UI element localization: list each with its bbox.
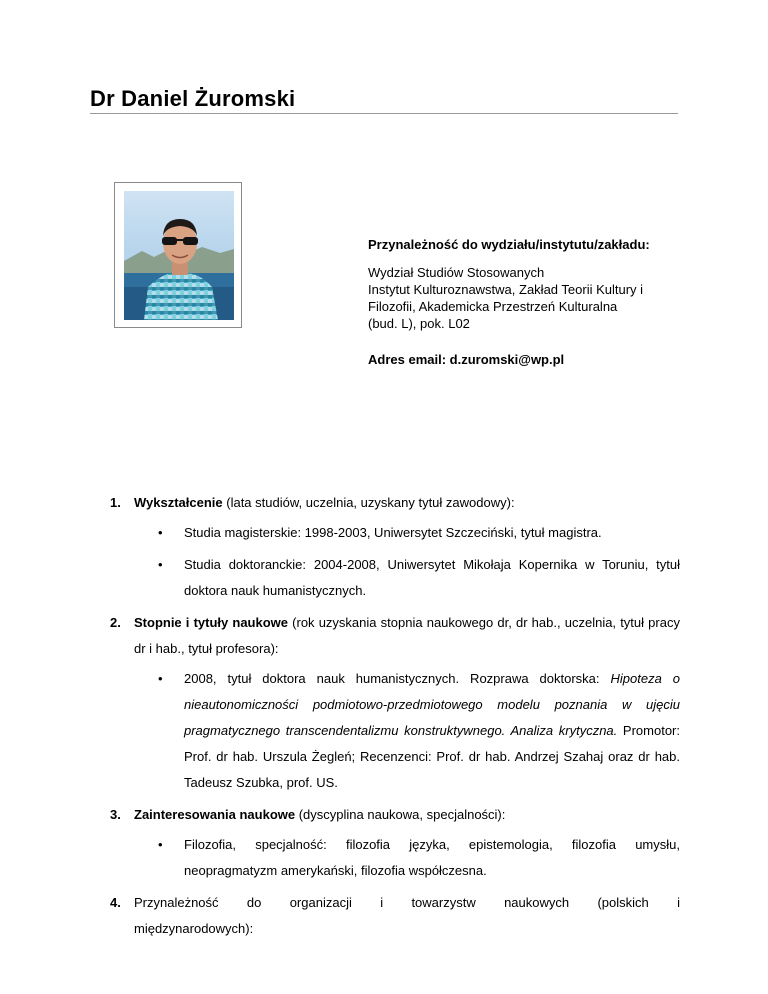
section-title-word: i xyxy=(380,895,384,910)
section-title: Stopnie i tytuły naukowe xyxy=(134,615,289,630)
list-item xyxy=(110,552,680,604)
bullet-icon: • xyxy=(158,525,163,540)
section-number: 3. xyxy=(110,807,121,822)
section-description: międzynarodowych): xyxy=(134,921,254,936)
section-heading xyxy=(110,890,680,916)
list-item-text: 2008, tytuł doktora nauk humanistycznych. Rozprawa doktorska: xyxy=(184,671,611,686)
affiliation-block xyxy=(368,236,688,368)
affiliation-line: Instytut Kulturoznawstwa, Zakład Teorii Kultury i xyxy=(368,282,644,297)
dissertation-title: Hipoteza o nieautonomiczności podmiotowo-przedmiotowego modelu poznania w ujęciu pragmatycznego transcendentalizmu konstruktywnego. Analiza krytyczna. xyxy=(184,671,681,738)
bullet-icon: • xyxy=(158,557,163,572)
affiliation-line: Wydział Studiów Stosowanych xyxy=(368,265,545,280)
section-number: 4. xyxy=(110,895,121,910)
list-item xyxy=(110,520,680,546)
section-degrees xyxy=(110,610,680,796)
section-description-word: i xyxy=(677,895,680,910)
bullet-icon: • xyxy=(158,671,163,686)
section-title-word: do xyxy=(246,895,262,910)
profile-photo xyxy=(124,191,234,320)
section-memberships xyxy=(110,890,680,942)
affiliation-line: Filozofii, Akademicka Przestrzeń Kulturalna xyxy=(368,299,618,314)
bullet-list xyxy=(110,520,680,604)
section-description: (rok uzyskania stopnia naukowego dr, dr hab., uczelnia, tytuł pracy dr i hab., tytuł profesora): xyxy=(134,615,680,656)
section-title-word: organizacji xyxy=(289,895,352,910)
email-address: Adres email: d.zuromski@wp.pl xyxy=(368,352,565,367)
section-education xyxy=(110,490,680,604)
list-item-text: Studia magisterskie: 1998-2003, Uniwersytet Szczeciński, tytuł magistra. xyxy=(184,525,602,540)
list-item xyxy=(110,666,680,796)
section-title-word: towarzystw xyxy=(411,895,476,910)
section-heading xyxy=(110,610,680,662)
cv-sections xyxy=(110,490,680,945)
affiliation-heading: Przynależność do wydziału/instytutu/zakładu: xyxy=(368,237,650,252)
list-item xyxy=(110,832,680,884)
list-item-text: Promotor: Prof. dr hab. Urszula Żegleń; Recenzenci: Prof. dr hab. Andrzej Szahaj oraz dr hab. Tadeusz Szubka, prof. US. xyxy=(184,723,680,790)
section-description: (lata studiów, uczelnia, uzyskany tytuł zawodowy): xyxy=(222,495,515,510)
bullet-icon: • xyxy=(158,837,163,852)
affiliation-lines xyxy=(368,264,688,332)
list-item-text: Studia doktoranckie: 2004-2008, Uniwersytet Mikołaja Kopernika w Toruniu, tytuł doktora nauk humanistycznych. xyxy=(184,557,680,598)
section-heading xyxy=(110,802,680,828)
section-title: Zainteresowania naukowe xyxy=(134,807,296,822)
page-title: Dr Daniel Żuromski xyxy=(90,86,296,111)
section-interests xyxy=(110,802,680,884)
bullet-list xyxy=(110,832,680,884)
affiliation-line: (bud. L), pok. L02 xyxy=(368,316,470,331)
section-heading xyxy=(110,490,680,516)
profile-photo-frame xyxy=(114,182,242,328)
section-number: 2. xyxy=(110,615,121,630)
section-description: (dyscyplina naukowa, specjalności): xyxy=(295,807,506,822)
section-description-word: (polskich xyxy=(597,895,649,910)
section-title-word: naukowych xyxy=(504,895,570,910)
bullet-list xyxy=(110,666,680,796)
list-item-text: Filozofia, specjalność: filozofia języka, epistemologia, filozofia umysłu, neopragmatyzm amerykański, filozofia współczesna. xyxy=(184,837,680,878)
title-underline xyxy=(90,113,678,114)
section-number: 1. xyxy=(110,495,121,510)
section-title-word: Przynależność xyxy=(134,895,219,910)
section-title: Wykształcenie xyxy=(134,495,223,510)
